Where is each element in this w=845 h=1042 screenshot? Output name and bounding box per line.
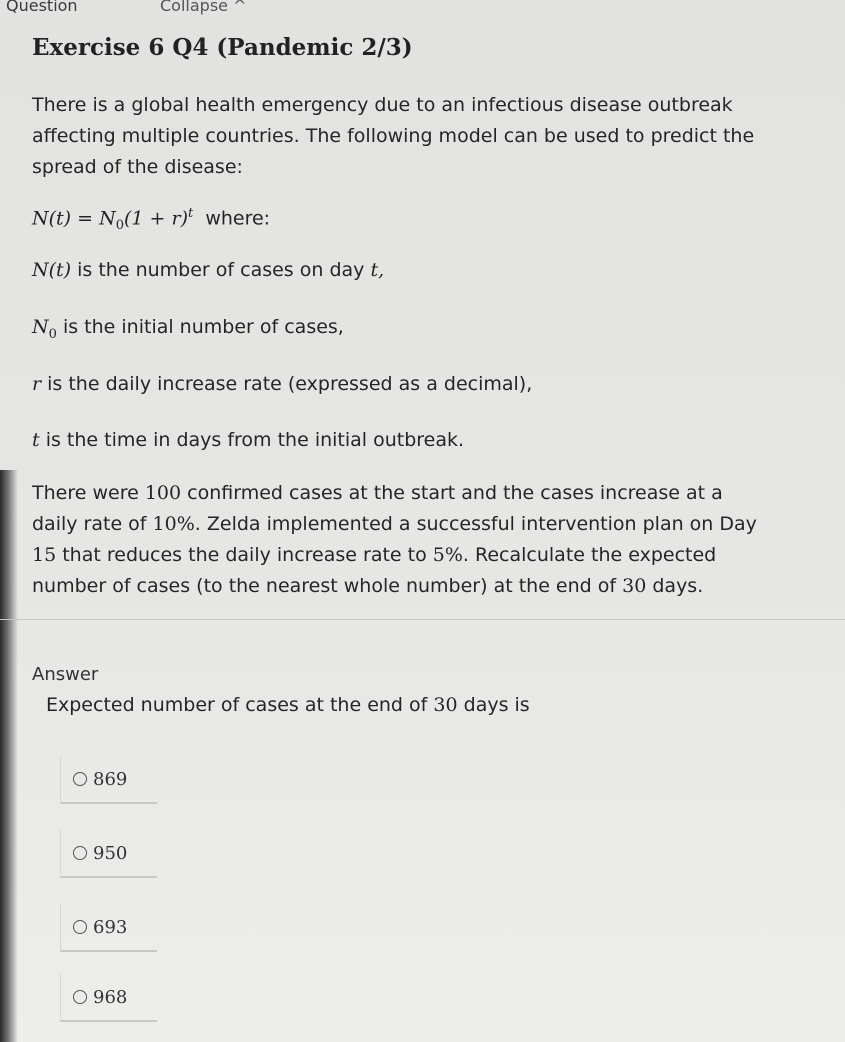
radio-icon[interactable] xyxy=(73,772,87,786)
option-label: 968 xyxy=(93,986,128,1008)
problem-d: . Zelda implemented a successful intervention plan on Day xyxy=(194,513,757,535)
answer-option-2[interactable] xyxy=(60,830,157,878)
answer-label: Answer xyxy=(32,664,99,685)
radio-icon[interactable] xyxy=(73,990,87,1004)
problem-n5: 30 xyxy=(622,575,647,597)
t-text: is the time in days from the initial outbreak. xyxy=(45,429,465,451)
option-label: 869 xyxy=(93,768,128,790)
nt-var: t, xyxy=(370,259,385,281)
problem-n4: 5% xyxy=(432,544,463,566)
definition-r xyxy=(32,369,822,400)
answer-option-1[interactable] xyxy=(60,756,157,804)
option-label: 693 xyxy=(93,916,128,938)
n0-sub: 0 xyxy=(48,326,57,342)
prompt-text-a: Expected number of cases at the end of xyxy=(46,694,428,716)
option-label: 950 xyxy=(93,842,128,864)
edge-shadow xyxy=(0,470,18,1042)
nt-text: is the number of cases on day xyxy=(77,259,365,281)
definition-n0 xyxy=(32,312,822,350)
formula-lhs: N(t) = N xyxy=(32,207,116,230)
problem-n1: 100 xyxy=(144,482,182,504)
n0-text: is the initial number of cases, xyxy=(62,316,344,338)
problem-text xyxy=(32,478,822,602)
definition-t xyxy=(32,425,822,456)
intro-line-2: affecting multiple countries. The following model can be used to predict the xyxy=(32,125,755,147)
definition-nt xyxy=(32,255,822,286)
problem-a: There were xyxy=(32,482,139,504)
intro-line-1: There is a global health emergency due to an infectious disease outbreak xyxy=(32,94,733,116)
collapse-button[interactable]: Collapse ^ xyxy=(160,0,247,15)
problem-n3: 15 xyxy=(32,544,57,566)
problem-f: . Recalculate the expected xyxy=(462,544,717,566)
radio-icon[interactable] xyxy=(73,920,87,934)
problem-b: confirmed cases at the start and the cases increase at a xyxy=(187,482,723,504)
formula-sub: 0 xyxy=(115,218,124,234)
n0-symbol: N xyxy=(32,316,49,338)
radio-icon[interactable] xyxy=(73,846,87,860)
problem-e: that reduces the daily increase rate to xyxy=(62,544,427,566)
nt-symbol: N(t) xyxy=(32,259,72,281)
section-divider xyxy=(0,619,845,620)
formula-rhs: (1 + r) xyxy=(124,207,188,230)
t-symbol: t xyxy=(32,429,40,451)
intro-line-3: spread of the disease: xyxy=(32,156,243,178)
formula-exp: t xyxy=(188,206,194,221)
question-label: Question xyxy=(6,0,78,15)
question-header xyxy=(0,0,845,18)
answer-prompt xyxy=(46,694,530,716)
formula xyxy=(32,198,822,241)
prompt-num: 30 xyxy=(433,694,458,716)
answer-option-3[interactable] xyxy=(60,904,157,952)
r-text: is the daily increase rate (expressed as a decimal), xyxy=(47,373,533,395)
r-symbol: r xyxy=(32,373,42,395)
answer-option-4[interactable] xyxy=(60,974,157,1022)
prompt-text-b: days is xyxy=(463,694,530,716)
question-title: Exercise 6 Q4 (Pandemic 2/3) xyxy=(32,34,413,61)
problem-g: number of cases (to the nearest whole number) at the end of xyxy=(32,575,617,597)
formula-suffix: where: xyxy=(205,207,271,230)
intro-text xyxy=(32,90,822,183)
problem-h: days. xyxy=(652,575,704,597)
problem-n2: 10% xyxy=(152,513,195,535)
problem-c: daily rate of xyxy=(32,513,147,535)
